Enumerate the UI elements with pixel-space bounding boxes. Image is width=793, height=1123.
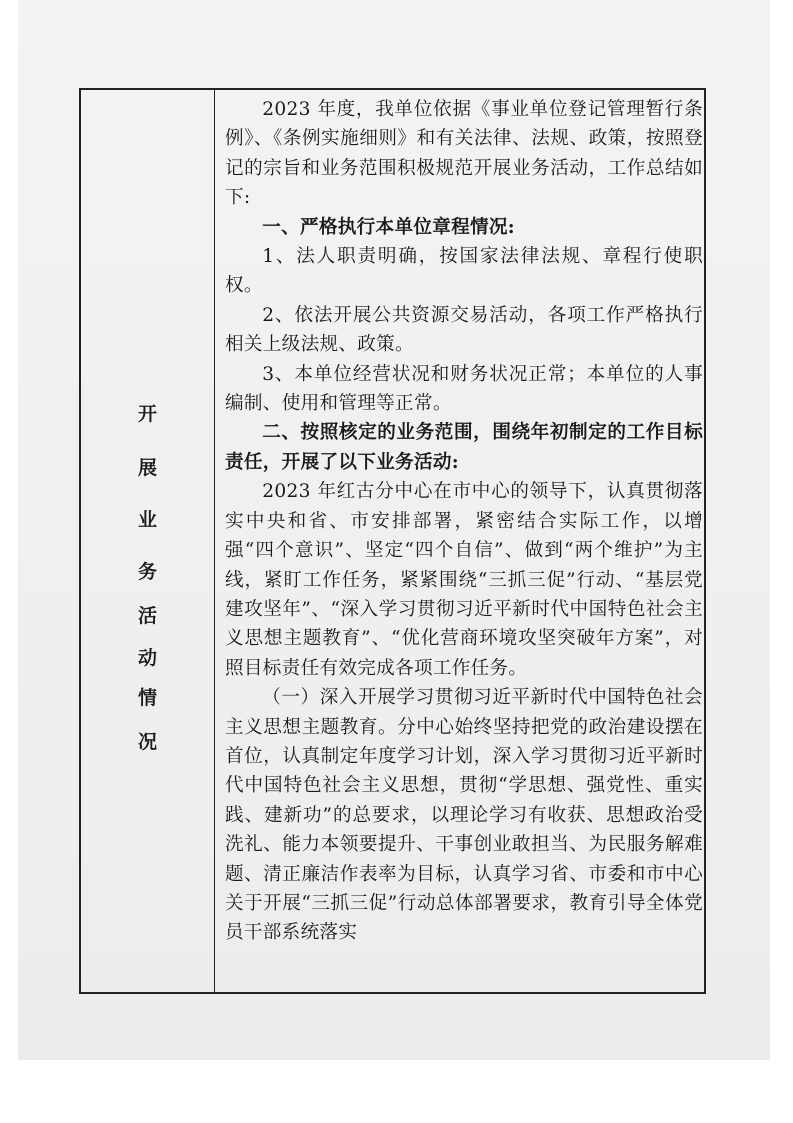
report-form-table [79, 88, 706, 994]
heading-charter: 一、严格执行本单位章程情况: [262, 216, 515, 238]
charter-item-2: 2、依法开展公共资源交易活动，各项工作严格执行相关上级法规、政策。 [225, 304, 703, 356]
section-label-char: 开 [137, 403, 157, 425]
charter-item-1: 1、法人职责明确，按国家法律法规、章程行使职权。 [225, 246, 703, 297]
summary-paragraph: 2023 年红古分中心在市中心的领导下，认真贯彻落实中央和省、市安排部署，紧密结合实际工作，以增强“四个意识”、坚定“四个自信”、做到“两个维护”为主线，紧盯工作任务，紧紧围绕“三抓三促”行动、“基层党建攻坚年”、“深入学习贯彻习近平新时代中国特色社会主义思想主题教育”、“优化营商环境攻坚突破年方案”，对照目标责任有效完成各项工作任务。 [225, 481, 703, 679]
content-column [215, 90, 704, 992]
section-label-char: 业 [137, 509, 157, 531]
section-label-char: 情 [137, 687, 157, 709]
section-label-column [81, 90, 215, 992]
heading-business-activities: 二、按照核定的业务范围，围绕年初制定的工作目标责任，开展了以下业务活动: [225, 422, 703, 473]
section-label-char: 展 [137, 457, 157, 479]
section-label-char: 活 [137, 605, 157, 627]
section-label-char: 动 [137, 647, 157, 669]
section-label-char: 况 [137, 731, 157, 753]
section-label-char: 务 [137, 561, 157, 583]
theme-education-paragraph: （一）深入开展学习贯彻习近平新时代中国特色社会主义思想主题教育。分中心始终坚持把党的政治建设摆在首位，认真制定年度学习计划，深入学习贯彻习近平新时代中国特色社会主义思想，贯彻“学思想、强党性、重实践、建新功”的总要求，以理论学习有收获、思想政治受洗礼、能力本领要提升、干事创业敢担当、为民服务解难题、清正廉洁作表率为目标，认真学习省、市委和市中心关于开展“三抓三促”行动总体部署要求，教育引导全体党员干部系统落实 [225, 687, 703, 944]
report-body-text [225, 95, 703, 948]
charter-item-3: 3、本单位经营状况和财务状况正常；本单位的人事编制、使用和管理等正常。 [225, 363, 703, 415]
intro-paragraph: 2023 年度，我单位依据《事业单位登记管理暂行条例》、《条例实施细则》和有关法律、法规、政策，按照登记的宗旨和业务范围积极规范开展业务活动，工作总结如下: [225, 99, 703, 209]
